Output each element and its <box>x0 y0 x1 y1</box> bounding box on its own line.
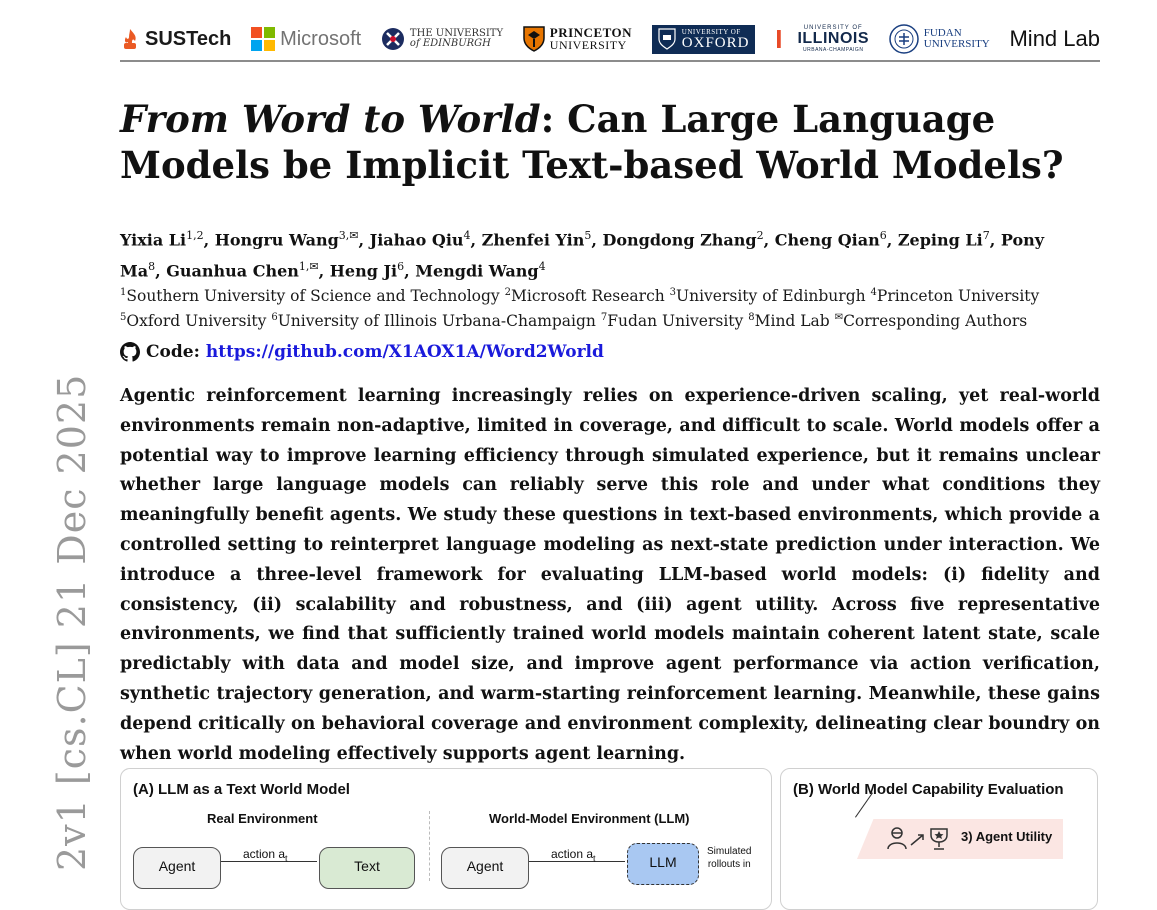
edinburgh-crest-icon <box>381 27 405 51</box>
author-name: Jiahao Qiu <box>369 230 464 250</box>
microsoft-squares-icon <box>251 27 275 51</box>
paper-title-italic: From Word to World <box>120 97 541 141</box>
agent-utility-label: 3) Agent Utility <box>961 829 1053 844</box>
affiliation-marker: 4 <box>870 287 877 298</box>
affiliation-name: Microsoft Research <box>511 287 665 306</box>
sustech-logo <box>120 28 231 51</box>
figure-panel-a <box>120 768 772 910</box>
author-separator: , <box>404 261 416 281</box>
author-name: Zhenfei Yin <box>481 230 585 250</box>
affiliation-marker: 7 <box>600 312 608 324</box>
author-name: Yixia Li <box>120 230 187 250</box>
princeton-wordmark: PRINCETON UNIVERSITY <box>549 25 633 52</box>
mindlab-wordmark: Mind Lab <box>1009 26 1100 51</box>
mindlab-logo <box>1009 26 1100 52</box>
author-affiliation-marker: 5 <box>584 229 592 242</box>
author-name: Zeping Li <box>897 230 983 250</box>
affiliation-name: Oxford University <box>126 312 267 331</box>
author-list <box>120 222 1080 285</box>
figure-panel-b <box>780 768 1098 910</box>
author-separator: , <box>763 230 775 250</box>
author-name: Dongdong Zhang <box>602 230 757 250</box>
microsoft-logo <box>251 27 361 51</box>
author-affiliation-marker: 1,✉ <box>298 260 319 274</box>
author-affiliation-marker: 8 <box>148 260 156 274</box>
code-repo-link[interactable]: https://github.com/X1AOX1A/Word2World <box>205 342 604 362</box>
text-environment-label: Text <box>354 858 380 874</box>
affiliation-marker: 1 <box>120 287 127 298</box>
author-separator: , <box>358 230 370 250</box>
affiliation-name: Corresponding Authors <box>843 312 1028 331</box>
author-separator: , <box>155 261 167 281</box>
text-environment-box <box>319 847 415 889</box>
author-affiliation-marker: 6 <box>879 229 887 242</box>
llm-label: LLM <box>649 854 677 870</box>
code-link-row <box>120 342 604 362</box>
author-affiliation-marker: 6 <box>397 260 405 274</box>
llm-world-model-box <box>627 843 699 885</box>
abstract-text: Agentic reinforcement learning increasingly relies on experience-driven scaling, yet real-world environments remain non-adaptive, limited in coverage, and difficult to scale. World models offer a potential way to improve learning efficiency through simulated experience, but it remains unclear whether large language models can reliably serve this role and under what conditions they meaningfully benefit agents. We study these questions in text-based environments, which provide a controlled setting to reinterpret language modeling as next-state prediction under interaction. We introduce a three-level framework for evaluating LLM-based world models: (i) fidelity and consistency, (ii) scalability and robustness, and (iii) agent utility. Across five representative environments, we find that sufficiently trained world models maintain coherent latent state, scale predictably with data and model size, and improve agent performance via action verification, synthetic trajectory generation, and warm-starting reinforcement learning. Meanwhile, these gains depend critically on behavioral coverage and environment complexity, delineating clear boundry on when world modeling effectively supports agent learning. <box>120 386 1100 764</box>
author-name: Mengdi Wang <box>415 261 539 281</box>
affiliation-marker: 2 <box>504 287 512 298</box>
world-model-environment-heading: World-Model Environment (LLM) <box>489 811 690 826</box>
edinburgh-logo <box>381 27 503 51</box>
fudan-seal-icon <box>889 24 919 54</box>
author-affiliation-marker: 4 <box>463 229 471 242</box>
affiliation-list <box>120 282 1080 332</box>
author-separator: , <box>318 261 330 281</box>
author-name: Guanhua Chen <box>166 261 299 281</box>
real-action-label: action $a_t$ <box>243 847 288 864</box>
real-agent-label: Agent <box>158 858 196 874</box>
author-separator: , <box>203 230 215 250</box>
author-separator: , <box>591 230 603 250</box>
real-agent-box <box>133 847 221 889</box>
affiliation-marker: ✉ <box>834 312 844 324</box>
princeton-logo <box>523 26 632 52</box>
affiliation-marker: 8 <box>748 312 755 324</box>
author-separator: , <box>886 230 898 250</box>
oxford-crest-icon <box>658 28 676 50</box>
fudan-logo <box>889 24 990 54</box>
paper-title <box>120 96 1100 188</box>
sustech-flame-icon <box>120 28 140 50</box>
edinburgh-wordmark: THE UNIVERSITY of EDINBURGH <box>409 28 504 49</box>
affiliation-name: University of Edinburgh <box>676 287 866 306</box>
oxford-logo <box>652 25 756 54</box>
author-name: Pony Ma <box>120 230 1045 281</box>
affiliation-name: Southern University of Science and Technology <box>126 287 500 306</box>
author-separator: , <box>989 230 1001 250</box>
princeton-shield-icon <box>523 26 545 52</box>
institution-logo-bar <box>120 18 1100 62</box>
agent-trophy-icon <box>885 825 955 855</box>
oxford-wordmark: UNIVERSITY OF OXFORD <box>681 27 750 51</box>
fudan-wordmark: FUDAN UNIVERSITY <box>923 27 990 50</box>
panel-a-title: (A) LLM as a Text World Model <box>133 781 350 798</box>
illinois-logo <box>775 24 869 55</box>
author-affiliation-marker: 2 <box>756 229 764 242</box>
author-name: Heng Ji <box>329 261 398 281</box>
wm-agent-box <box>441 847 529 889</box>
real-environment-heading: Real Environment <box>207 811 318 826</box>
simulated-rollouts-note: Simulated rollouts in <box>707 846 752 870</box>
affiliation-name: University of Illinois Urbana-Champaign <box>277 312 596 331</box>
author-affiliation-marker: 1,2 <box>186 229 204 242</box>
wm-agent-label: Agent <box>466 858 504 874</box>
author-affiliation-marker: 7 <box>982 229 990 242</box>
author-name: Cheng Qian <box>774 230 880 250</box>
sustech-wordmark: SUSTech <box>145 27 232 50</box>
paper-title-rest: : Can Large Language Models be Implicit Text-based World Models? <box>120 97 1064 187</box>
code-label: Code: <box>146 342 200 362</box>
affiliation-marker: 5 <box>120 312 127 324</box>
author-affiliation-marker: 3,✉ <box>338 229 359 242</box>
affiliation-name: Princeton University <box>876 287 1040 306</box>
affiliation-name: Mind Lab <box>754 312 830 331</box>
affiliation-marker: 3 <box>669 287 677 298</box>
github-icon <box>120 342 140 362</box>
illinois-block-i-icon: I <box>775 23 783 54</box>
panel-b-title: (B) World Model Capability Evaluation <box>793 781 1064 798</box>
affiliation-marker: 6 <box>271 312 278 324</box>
author-affiliation-marker: 4 <box>538 260 546 274</box>
wm-action-label: action $a_t$ <box>551 847 596 864</box>
author-separator: , <box>470 230 482 250</box>
illinois-wordmark: UNIVERSITY OF ILLINOIS URBANA-CHAMPAIGN <box>797 25 870 53</box>
affiliation-name: Fudan University <box>607 312 744 331</box>
author-name: Hongru Wang <box>214 230 339 250</box>
arxiv-stamp: 2v1 [cs.CL] 21 Dec 2025 <box>50 373 94 871</box>
microsoft-wordmark: Microsoft <box>280 27 362 50</box>
